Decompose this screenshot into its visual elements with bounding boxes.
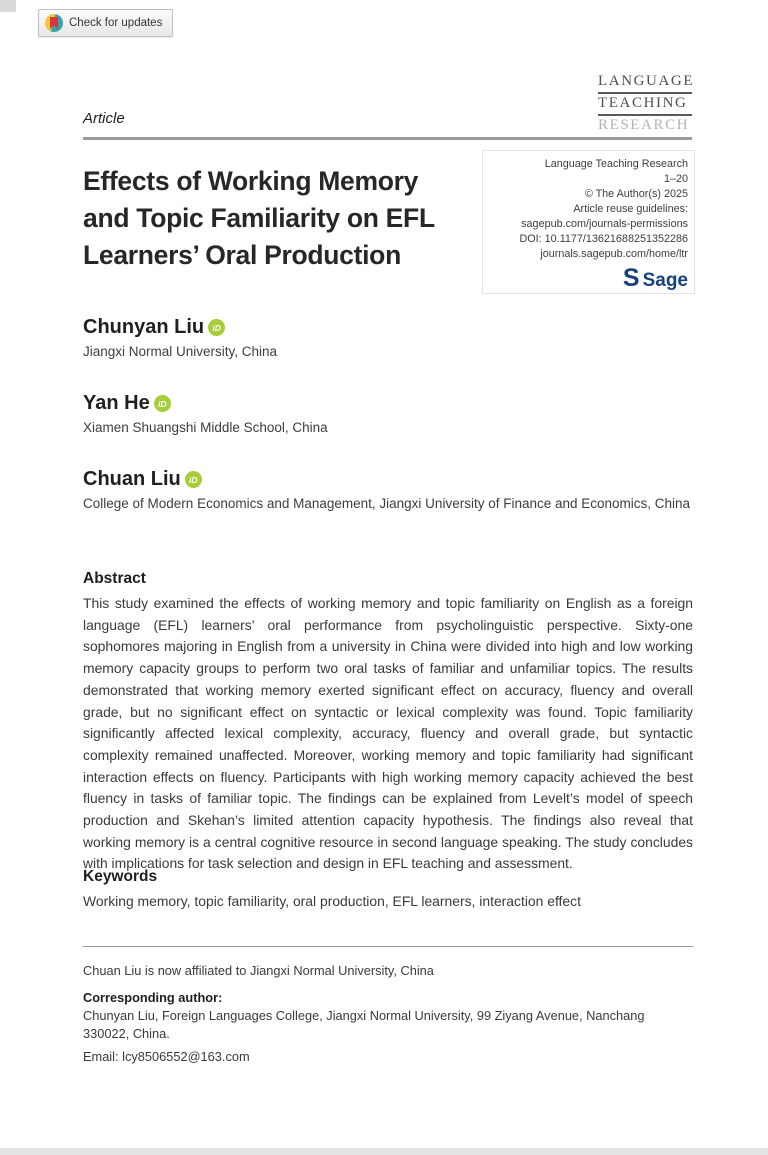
- crossmark-bookmark-icon: [50, 17, 58, 29]
- viewer-corner-artifact: [0, 0, 16, 12]
- author-list: [83, 315, 703, 543]
- author-affiliation-2: Xiamen Shuangshi Middle School, China: [83, 420, 328, 435]
- sage-logo-s: S: [622, 264, 640, 292]
- corresponding-author-address: Chunyan Liu, Foreign Languages College, Jiangxi Normal University, 99 Ziyang Avenue, Nanchang 330022, China.: [83, 1008, 645, 1041]
- article-type-label: Article: [83, 110, 125, 127]
- author-block-3: [83, 467, 703, 514]
- meta-journal-home-link[interactable]: journals.sagepub.com/home/ltr: [540, 248, 688, 260]
- sage-logo: [483, 266, 688, 292]
- journal-logo-line1: LANGUAGE: [598, 72, 692, 94]
- author-block-2: [83, 391, 703, 438]
- crossmark-icon: [45, 14, 63, 32]
- check-for-updates-button[interactable]: [38, 9, 173, 37]
- orcid-icon[interactable]: iD: [185, 471, 202, 488]
- orcid-icon[interactable]: iD: [208, 319, 225, 336]
- title-line-2: and Topic Familiarity on EFL: [83, 203, 435, 233]
- viewer-bottom-edge: [0, 1148, 768, 1155]
- abstract-section: [83, 570, 693, 875]
- header-divider: [83, 137, 692, 140]
- page-title: [83, 163, 523, 274]
- title-line-3: Learners’ Oral Production: [83, 240, 401, 270]
- check-for-updates-label: Check for updates: [69, 17, 163, 29]
- keywords-section: [83, 868, 693, 911]
- affiliation-change-note: Chuan Liu is now affiliated to Jiangxi Normal University, China: [83, 963, 434, 978]
- meta-reuse-guidelines: Article reuse guidelines:: [573, 203, 688, 215]
- author-name-1: Chunyan Liu: [83, 316, 205, 338]
- author-affiliation-1: Jiangxi Normal University, China: [83, 344, 278, 359]
- abstract-heading: Abstract: [83, 570, 146, 587]
- corresponding-author-email-link[interactable]: Email: lcy8506552@163.com: [83, 1049, 250, 1064]
- author-name-2: Yan He: [83, 392, 150, 414]
- orcid-icon[interactable]: iD: [154, 395, 171, 412]
- author-block-1: [83, 315, 703, 362]
- journal-logo: [598, 72, 695, 136]
- journal-logo-line3: RESEARCH: [598, 117, 690, 133]
- author-name-3: Chuan Liu: [83, 468, 181, 490]
- keywords-heading: Keywords: [83, 868, 158, 885]
- meta-journal-name: Language Teaching Research: [544, 158, 688, 170]
- meta-copyright: © The Author(s) 2025: [584, 188, 688, 200]
- abstract-text: This study examined the effects of working memory and topic familiarity on English as a foreign language (EFL) learners’ oral performance from psycholinguistic perspective. Sixty-one sophomores majoring in English from a university in China were divided into high and low working memory capacity groups to perform two oral tasks of familiar and unfamiliar topics. The results demonstrated that working memory exerted significant effect on accuracy, fluency and overall grade, but no significant effect on syntactic or lexical complexity was found. Topic familiarity significantly affected lexical complexity, accuracy, fluency and overall grade, but syntactic complexity remained unaffected. Moreover, working memory and topic familiarity had significant interaction effects on fluency. Participants with high working memory capacity achieved the best fluency in tasks of familiar topic. The findings can be explained from Levelt’s model of speech production and Skehan’s limited attention capacity hypothesis. The findings also reveal that working memory is a central cognitive resource in second language speaking. The study concludes with implications for task selection and design in EFL teaching and assessment.: [83, 595, 693, 872]
- sage-logo-word: Sage: [642, 270, 688, 291]
- footnote-section: [83, 946, 693, 1066]
- title-line-1: Effects of Working Memory: [83, 166, 419, 196]
- author-affiliation-3: College of Modern Economics and Management, Jiangxi University of Finance and Economics, China: [83, 496, 691, 511]
- keywords-text: Working memory, topic familiarity, oral production, EFL learners, interaction effect: [83, 893, 581, 909]
- journal-meta-box: [482, 150, 695, 294]
- meta-permissions-link[interactable]: sagepub.com/journals-permissions: [521, 218, 688, 230]
- corresponding-author-heading: Corresponding author:: [83, 990, 223, 1005]
- meta-page-range: 1–20: [663, 173, 688, 185]
- journal-logo-line2: TEACHING: [598, 94, 692, 116]
- meta-doi: DOI: 10.1177/13621688251352286: [519, 233, 688, 245]
